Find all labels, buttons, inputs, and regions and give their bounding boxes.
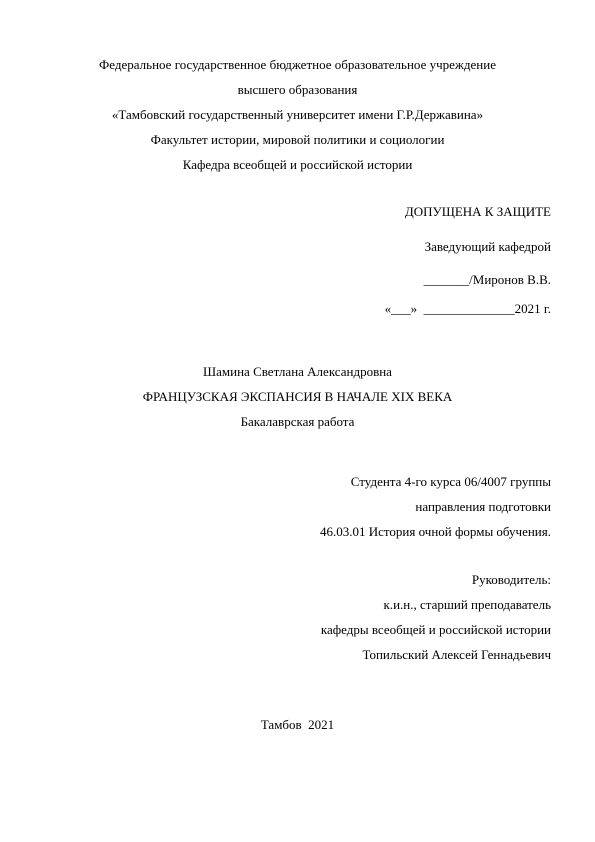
header-university-name: «Тамбовский государственный университет имени Г.Р.Державина» [111, 107, 484, 122]
work-title: ФРАНЦУЗСКАЯ ЭКСПАНСИЯ В НАЧАЛЕ XIX ВЕКА [142, 389, 453, 404]
approval-title: ДОПУЩЕНА К ЗАЩИТЕ [404, 204, 551, 219]
work-type: Бакалаврская работа [240, 414, 355, 429]
supervisor-label: Руководитель: [471, 572, 551, 587]
footer-city-year: Тамбов 2021 [260, 717, 335, 732]
supervisor-degree: к.и.н., старший преподаватель [383, 597, 551, 612]
supervisor-department: кафедры всеобщей и российской истории [320, 622, 551, 637]
supervisor-name: Топильский Алексей Геннадьевич [362, 647, 551, 662]
student-program: 46.03.01 История очной формы обучения. [320, 524, 551, 539]
header-department: Кафедра всеобщей и российской истории [182, 157, 413, 172]
approval-signature: _______/Миронов В.В. [423, 272, 551, 287]
header-institution-type: Федеральное государственное бюджетное образовательное учреждение [99, 57, 496, 72]
author-name: Шамина Светлана Александровна [203, 364, 392, 379]
approval-position: Заведующий кафедрой [424, 239, 551, 254]
approval-date: «___» ______________2021 г. [384, 301, 551, 316]
header-faculty: Факультет истории, мировой политики и социологии [150, 132, 445, 147]
header-education-level: высшего образования [237, 82, 358, 97]
student-course-group: Студента 4-го курса 06/4007 группы [350, 474, 551, 489]
student-direction-label: направления подготовки [415, 499, 551, 514]
